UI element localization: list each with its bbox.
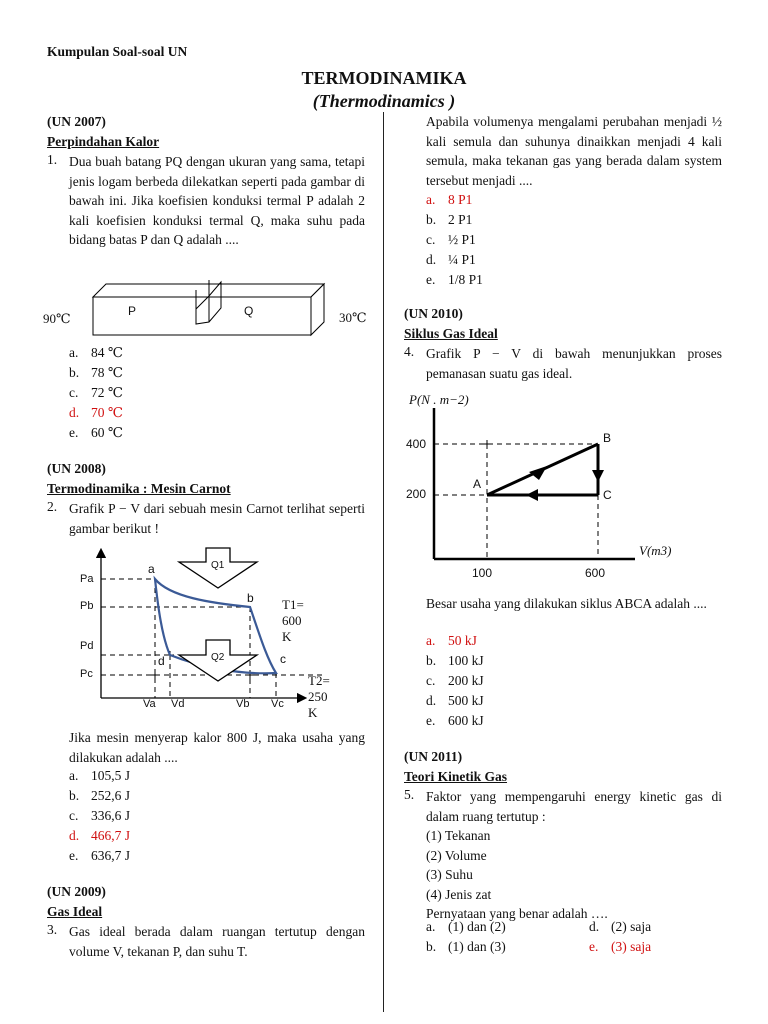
q3-cont-text: Apabila volumenya mengalami perubahan menjadi ½ kali semula dan suhunya dinaikkan menjadi 4 kali semula, maka tekanan gas yang berada dalam system tersebut menjadi .... (426, 114, 722, 188)
page-title: TERMODINAMIKA (301, 68, 467, 88)
q3-option-c[interactable]: c. ½ P1 (426, 232, 476, 247)
section-2009 (47, 882, 365, 961)
bar-diagram (38, 278, 383, 340)
q4-after-text: Besar usaha yang dilakukan siklus ABCA adalah .... (426, 596, 707, 611)
q5-item: (2) Volume (426, 847, 487, 863)
question-1 (47, 152, 365, 250)
year-2011: (UN 2011) (404, 749, 463, 764)
q2-followup (69, 728, 365, 767)
q3-option-e[interactable]: e. 1/8 P1 (426, 272, 483, 287)
q4-option-a-answer[interactable]: a. 50 kJ (426, 633, 477, 648)
left-column (47, 112, 365, 250)
q2-option-e[interactable]: e. 636,7 J (69, 848, 131, 863)
pv-tick-600: 600 (585, 566, 606, 580)
section-2010 (404, 304, 722, 383)
q5-text: Faktor yang mempengaruhi energy kinetic gas di dalam ruang tertutup : (426, 789, 722, 824)
q4-options (426, 631, 484, 731)
pv-tick-100: 100 (472, 566, 493, 580)
label-vd: Vd (171, 698, 185, 710)
year-2009: (UN 2009) (47, 884, 106, 899)
q4-option-c[interactable]: c. 200 kJ (426, 673, 484, 688)
topic-2007: Perpindahan Kalor (47, 134, 160, 149)
carnot-diagram (70, 545, 385, 715)
q3-option-b[interactable]: b. 2 P1 (426, 212, 473, 227)
label-b: b (247, 591, 254, 605)
q5-items (426, 826, 722, 924)
document-header: Kumpulan Soal-soal UN (47, 44, 188, 59)
q3-option-d[interactable]: d. ¼ P1 (426, 252, 476, 267)
q5-option-a[interactable]: a. (1) dan (2) (426, 919, 506, 934)
q4-text: Grafik P − V di bawah menunjukkan proses pemanasan suatu gas ideal. (426, 346, 722, 381)
question-5 (404, 787, 722, 826)
pv-tick-400: 400 (406, 437, 427, 451)
label-va: Va (143, 698, 156, 710)
q1-option-b[interactable]: b. 78 ℃ (69, 365, 123, 380)
q2-option-a[interactable]: a. 105,5 J (69, 768, 131, 783)
q5-option-e-answer[interactable]: e. (3) saja (589, 939, 652, 954)
q5-number: 5. (404, 787, 415, 802)
q1-option-a[interactable]: a. 84 ℃ (69, 345, 123, 360)
year-2007: (UN 2007) (47, 114, 106, 129)
q1-option-d-answer[interactable]: d. 70 ℃ (69, 405, 123, 420)
label-pd: Pd (80, 640, 94, 652)
q5-option-b[interactable]: b. (1) dan (3) (426, 939, 506, 954)
section-2011 (404, 747, 722, 924)
q3-continuation (426, 112, 722, 190)
q4-followup (426, 594, 722, 614)
q1-options (69, 343, 123, 443)
q1-option-e[interactable]: e. 60 ℃ (69, 425, 123, 440)
label-t1: T1= 600 K (282, 597, 304, 644)
q5-item: (4) Jenis zat (426, 886, 492, 902)
q1-option-c[interactable]: c. 72 ℃ (69, 385, 123, 400)
pv-xlabel: V(m3) (639, 543, 672, 558)
q5-option-d[interactable]: d. (2) saja (589, 919, 652, 934)
question-4 (404, 344, 722, 383)
bar-right-temp: 30℃ (339, 310, 367, 325)
pv-tick-200: 200 (406, 487, 427, 501)
bar-label-p: P (128, 304, 137, 318)
pv-ylabel: P(N . m−2) (409, 392, 469, 407)
q5-item: (3) Suhu (426, 867, 473, 882)
q5-prompt: Pernyataan yang benar adalah …. (426, 906, 608, 921)
q4-option-b[interactable]: b. 100 kJ (426, 653, 484, 668)
q3-options (426, 190, 483, 290)
q2-after-text: Jika mesin menyerap kalor 800 J, maka usaha yang dilakukan adalah .... (69, 730, 365, 765)
year-2008: (UN 2008) (47, 461, 106, 476)
pv-point-b: B (603, 431, 612, 445)
q2-text: Grafik P − V dari sebuah mesin Carnot terlihat seperti gambar berikut ! (69, 501, 365, 536)
label-c: c (280, 652, 286, 666)
bar-left-temp: 90℃ (43, 311, 71, 326)
pv-point-c: C (603, 488, 612, 502)
label-vb: Vb (236, 698, 250, 710)
label-q1: Q1 (211, 560, 225, 571)
topic-2008: Termodinamika : Mesin Carnot (47, 481, 231, 496)
q4-option-e[interactable]: e. 600 kJ (426, 713, 484, 728)
q2-option-b[interactable]: b. 252,6 J (69, 788, 131, 803)
q5-item: (1) Tekanan (426, 828, 491, 843)
q3-number: 3. (47, 922, 58, 937)
label-q2: Q2 (211, 652, 225, 663)
label-d: d (158, 654, 165, 668)
year-2010: (UN 2010) (404, 306, 463, 321)
pv-point-a: A (473, 477, 482, 491)
label-a: a (148, 562, 155, 576)
label-t2: T2= 250 K (308, 673, 330, 720)
question-2 (47, 499, 365, 538)
label-pa: Pa (80, 573, 94, 585)
q3-option-a-answer[interactable]: a. 8 P1 (426, 192, 473, 207)
page-subtitle: (Thermodinamics ) (312, 91, 456, 111)
q2-option-c[interactable]: c. 336,6 J (69, 808, 131, 823)
topic-2009: Gas Ideal (47, 904, 103, 919)
topic-2010: Siklus Gas Ideal (404, 326, 498, 341)
q2-option-d-answer[interactable]: d. 466,7 J (69, 828, 131, 843)
label-vc: Vc (271, 698, 284, 710)
bar-label-q: Q (244, 304, 254, 318)
q1-text: Dua buah batang PQ dengan ukuran yang sama, tetapi jenis logam berbeda dilekatkan seperti pada gambar di bawah ini. Jika koefisien konduksi termal P adalah 2 kali koefisien konduksi termal Q, maka suhu pada bidang batas P dan Q adalah .... (69, 154, 365, 247)
q4-number: 4. (404, 344, 415, 359)
q5-options (426, 917, 726, 957)
label-pc: Pc (80, 668, 93, 680)
topic-2011: Teori Kinetik Gas (404, 769, 508, 784)
q2-options (69, 766, 130, 866)
section-2008 (47, 459, 365, 538)
q2-number: 2. (47, 499, 58, 514)
q4-option-d[interactable]: d. 500 kJ (426, 693, 484, 708)
question-3 (47, 922, 365, 961)
q1-number: 1. (47, 152, 58, 167)
label-pb: Pb (80, 600, 94, 612)
q3-text: Gas ideal berada dalam ruangan tertutup dengan volume V, tekanan P, dan suhu T. (69, 924, 365, 959)
